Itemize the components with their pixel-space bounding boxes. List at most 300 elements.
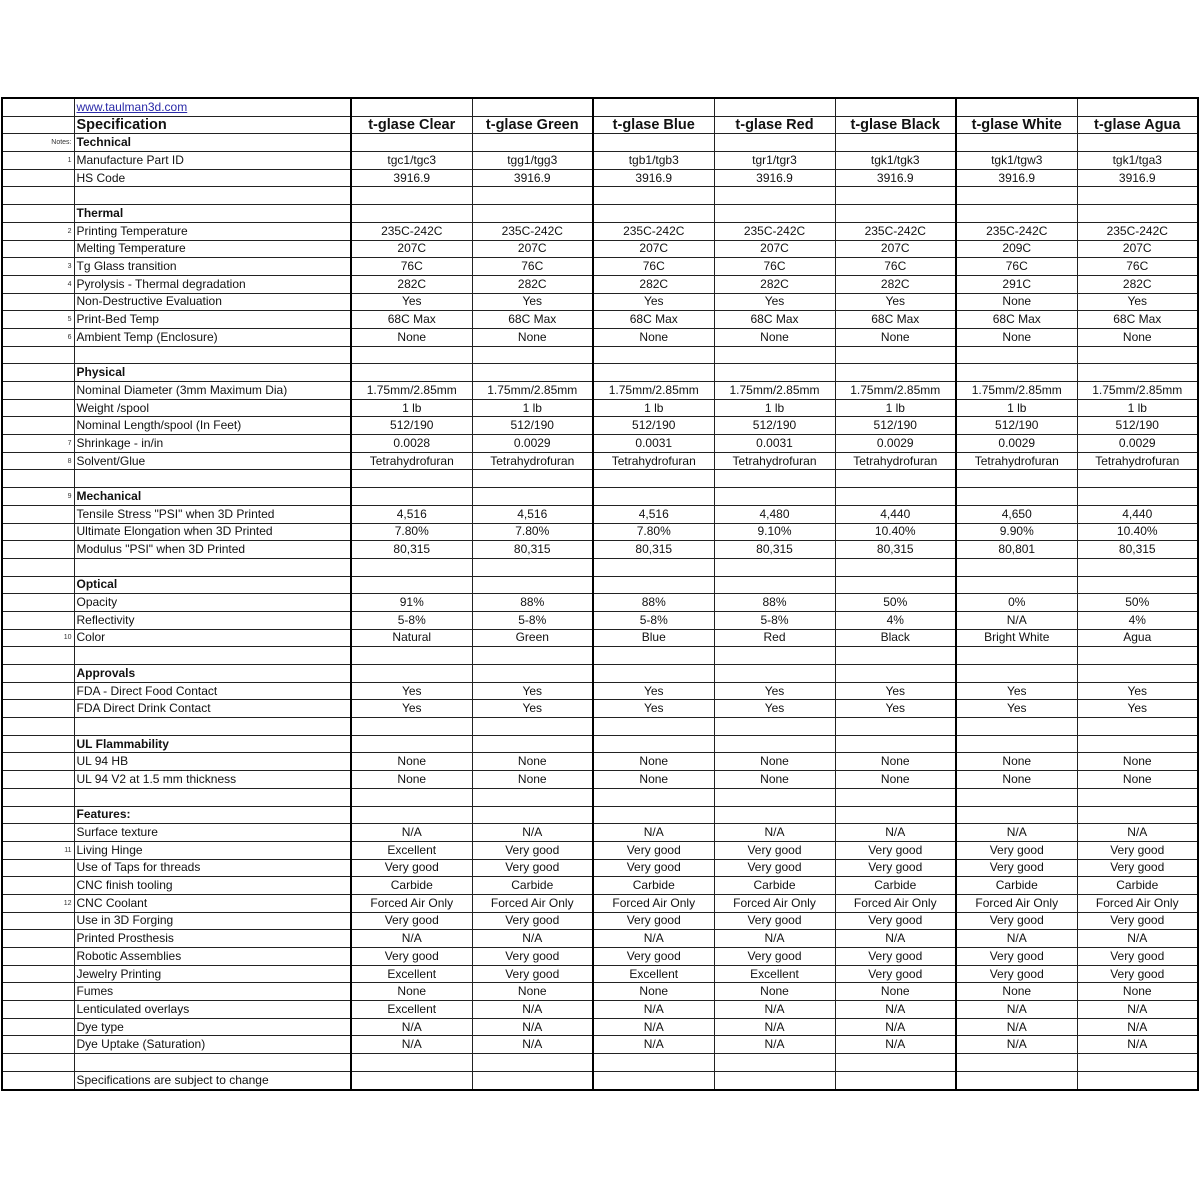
- table-row: [2, 505, 1198, 523]
- note-cell: [2, 700, 74, 718]
- section-row: [2, 488, 1198, 506]
- value-cell: [593, 735, 714, 753]
- note-cell: [2, 1071, 74, 1089]
- value-cell: [593, 187, 714, 205]
- blank-row: [2, 470, 1198, 488]
- value-cell: [1077, 187, 1198, 205]
- value-cell: [714, 134, 835, 152]
- value-cell: 80,315: [351, 541, 472, 559]
- value-cell: 209C: [956, 240, 1077, 258]
- value-cell: 282C: [1077, 275, 1198, 293]
- value-cell: Forced Air Only: [1077, 894, 1198, 912]
- value-cell: [1077, 735, 1198, 753]
- table-row: [2, 1001, 1198, 1019]
- spec-label: Surface texture: [74, 824, 351, 842]
- value-cell: None: [1077, 753, 1198, 771]
- section-title: UL Flammability: [74, 735, 351, 753]
- value-cell: 76C: [714, 258, 835, 276]
- value-cell: [1077, 806, 1198, 824]
- value-cell: Excellent: [351, 1001, 472, 1019]
- spec-label: CNC finish tooling: [74, 877, 351, 895]
- value-cell: Yes: [593, 682, 714, 700]
- value-cell: Tetrahydrofuran: [351, 452, 472, 470]
- value-cell: [1077, 488, 1198, 506]
- value-cell: 5-8%: [351, 611, 472, 629]
- value-cell: [1077, 647, 1198, 665]
- value-cell: N/A: [472, 824, 593, 842]
- value-cell: 80,315: [472, 541, 593, 559]
- table-row: [2, 965, 1198, 983]
- value-cell: 291C: [956, 275, 1077, 293]
- value-cell: 1 lb: [714, 399, 835, 417]
- table-row: [2, 629, 1198, 647]
- section-title: Features:: [74, 806, 351, 824]
- value-cell: 512/190: [593, 417, 714, 435]
- value-cell: Very good: [956, 912, 1077, 930]
- note-cell: [2, 1018, 74, 1036]
- spec-label: Jewelry Printing: [74, 965, 351, 983]
- value-cell: [956, 470, 1077, 488]
- value-cell: None: [956, 293, 1077, 311]
- value-cell: [714, 788, 835, 806]
- note-cell: 2: [2, 222, 74, 240]
- value-cell: Yes: [472, 700, 593, 718]
- value-cell: 235C-242C: [956, 222, 1077, 240]
- table-row: [2, 771, 1198, 789]
- spec-label: Melting Temperature: [74, 240, 351, 258]
- value-cell: [956, 205, 1077, 223]
- spec-label: UL 94 HB: [74, 753, 351, 771]
- value-cell: 1 lb: [835, 399, 956, 417]
- spec-label: HS Code: [74, 169, 351, 187]
- value-cell: Very good: [1077, 965, 1198, 983]
- table-row: [2, 682, 1198, 700]
- value-cell: [714, 806, 835, 824]
- note-cell: 10: [2, 629, 74, 647]
- product-header: t-glase Clear: [351, 116, 472, 134]
- product-header: t-glase Green: [472, 116, 593, 134]
- note-cell: [2, 505, 74, 523]
- value-cell: 3916.9: [956, 169, 1077, 187]
- value-cell: Very good: [956, 965, 1077, 983]
- value-cell: [472, 187, 593, 205]
- product-header: t-glase Black: [835, 116, 956, 134]
- value-cell: Very good: [835, 859, 956, 877]
- note-cell: 8: [2, 452, 74, 470]
- note-cell: 6: [2, 328, 74, 346]
- value-cell: Very good: [956, 841, 1077, 859]
- note-cell: [2, 417, 74, 435]
- value-cell: 4,440: [1077, 505, 1198, 523]
- value-cell: 9.10%: [714, 523, 835, 541]
- spec-label: Tg Glass transition: [74, 258, 351, 276]
- value-cell: 10.40%: [835, 523, 956, 541]
- note-cell: [2, 576, 74, 594]
- blank-row: [2, 558, 1198, 576]
- value-cell: Very good: [593, 948, 714, 966]
- blank-row: [2, 647, 1198, 665]
- value-cell: 88%: [714, 594, 835, 612]
- value-cell: Excellent: [351, 841, 472, 859]
- value-cell: [956, 647, 1077, 665]
- value-cell: [714, 470, 835, 488]
- value-cell: 207C: [472, 240, 593, 258]
- value-cell: Tetrahydrofuran: [956, 452, 1077, 470]
- value-cell: 282C: [593, 275, 714, 293]
- value-cell: [593, 488, 714, 506]
- value-cell: N/A: [593, 824, 714, 842]
- spec-label: Ultimate Elongation when 3D Printed: [74, 523, 351, 541]
- value-cell: None: [835, 753, 956, 771]
- note-cell: [2, 788, 74, 806]
- spec-label: Printing Temperature: [74, 222, 351, 240]
- spec-label: [74, 470, 351, 488]
- value-cell: N/A: [956, 1018, 1077, 1036]
- spec-label: Use in 3D Forging: [74, 912, 351, 930]
- table-row: [2, 382, 1198, 400]
- table-row: [2, 877, 1198, 895]
- website-link[interactable]: www.taulman3d.com: [74, 98, 351, 116]
- spec-label: Dye Uptake (Saturation): [74, 1036, 351, 1054]
- value-cell: [835, 205, 956, 223]
- note-cell: [2, 470, 74, 488]
- value-cell: [835, 187, 956, 205]
- spec-label: Reflectivity: [74, 611, 351, 629]
- value-cell: [472, 788, 593, 806]
- value-cell: Excellent: [351, 965, 472, 983]
- value-cell: Yes: [351, 682, 472, 700]
- value-cell: Very good: [472, 841, 593, 859]
- value-cell: None: [593, 328, 714, 346]
- value-cell: [956, 718, 1077, 736]
- note-cell: [2, 1001, 74, 1019]
- note-cell: [2, 665, 74, 683]
- value-cell: [593, 806, 714, 824]
- value-cell: N/A: [472, 1018, 593, 1036]
- value-cell: [351, 806, 472, 824]
- value-cell: None: [593, 983, 714, 1001]
- value-cell: Very good: [472, 965, 593, 983]
- note-cell: [2, 293, 74, 311]
- header-row: [2, 116, 1198, 134]
- value-cell: [1077, 718, 1198, 736]
- value-cell: [351, 1054, 472, 1072]
- table-row: [2, 611, 1198, 629]
- value-cell: 4,516: [472, 505, 593, 523]
- section-row: [2, 205, 1198, 223]
- table-row: [2, 328, 1198, 346]
- value-cell: Red: [714, 629, 835, 647]
- value-cell: [1077, 558, 1198, 576]
- value-cell: 68C Max: [956, 311, 1077, 329]
- value-cell: 282C: [714, 275, 835, 293]
- value-cell: Very good: [351, 912, 472, 930]
- value-cell: 1.75mm/2.85mm: [351, 382, 472, 400]
- value-cell: None: [714, 983, 835, 1001]
- note-cell: [2, 877, 74, 895]
- spec-label: [74, 788, 351, 806]
- value-cell: 207C: [835, 240, 956, 258]
- value-cell: [593, 788, 714, 806]
- value-cell: 282C: [472, 275, 593, 293]
- value-cell: Agua: [1077, 629, 1198, 647]
- value-cell: [956, 1071, 1077, 1089]
- spec-label: FDA Direct Drink Contact: [74, 700, 351, 718]
- note-cell: [2, 806, 74, 824]
- note-cell: [2, 382, 74, 400]
- value-cell: Very good: [1077, 912, 1198, 930]
- value-cell: N/A: [956, 611, 1077, 629]
- value-cell: Natural: [351, 629, 472, 647]
- value-cell: 1.75mm/2.85mm: [956, 382, 1077, 400]
- value-cell: tgk1/tgk3: [835, 152, 956, 170]
- value-cell: [714, 1071, 835, 1089]
- value-cell: 235C-242C: [472, 222, 593, 240]
- value-cell: [593, 470, 714, 488]
- value-cell: 76C: [472, 258, 593, 276]
- spec-label: [74, 187, 351, 205]
- value-cell: 1.75mm/2.85mm: [1077, 382, 1198, 400]
- value-cell: [714, 364, 835, 382]
- value-cell: Bright White: [956, 629, 1077, 647]
- spec-label: Manufacture Part ID: [74, 152, 351, 170]
- spec-label: Use of Taps for threads: [74, 859, 351, 877]
- table-row: [2, 152, 1198, 170]
- value-cell: Tetrahydrofuran: [714, 452, 835, 470]
- value-cell: Yes: [472, 293, 593, 311]
- blank-row: [2, 788, 1198, 806]
- value-cell: 512/190: [1077, 417, 1198, 435]
- value-cell: [472, 488, 593, 506]
- value-cell: 4,516: [351, 505, 472, 523]
- value-cell: Very good: [593, 859, 714, 877]
- value-cell: N/A: [714, 1036, 835, 1054]
- value-cell: [351, 788, 472, 806]
- value-cell: [593, 364, 714, 382]
- section-row: [2, 665, 1198, 683]
- note-cell: [2, 647, 74, 665]
- spec-label: Opacity: [74, 594, 351, 612]
- section-row: [2, 735, 1198, 753]
- value-cell: N/A: [714, 1018, 835, 1036]
- value-cell: Very good: [714, 948, 835, 966]
- value-cell: None: [351, 328, 472, 346]
- value-cell: [351, 205, 472, 223]
- value-cell: [593, 718, 714, 736]
- value-cell: N/A: [1077, 930, 1198, 948]
- value-cell: Very good: [835, 912, 956, 930]
- table-row: [2, 169, 1198, 187]
- table-row: [2, 1018, 1198, 1036]
- value-cell: 80,315: [593, 541, 714, 559]
- section-title: Physical: [74, 364, 351, 382]
- value-cell: 1.75mm/2.85mm: [472, 382, 593, 400]
- value-cell: 512/190: [472, 417, 593, 435]
- value-cell: None: [472, 771, 593, 789]
- value-cell: Tetrahydrofuran: [1077, 452, 1198, 470]
- value-cell: Tetrahydrofuran: [593, 452, 714, 470]
- value-cell: [956, 806, 1077, 824]
- table-row: [2, 841, 1198, 859]
- value-cell: N/A: [593, 1001, 714, 1019]
- notes-cell: [2, 98, 74, 116]
- value-cell: [472, 718, 593, 736]
- value-cell: [714, 187, 835, 205]
- value-cell: 68C Max: [351, 311, 472, 329]
- note-cell: [2, 735, 74, 753]
- value-cell: [714, 488, 835, 506]
- value-cell: N/A: [1077, 1001, 1198, 1019]
- value-cell: [714, 647, 835, 665]
- value-cell: None: [956, 983, 1077, 1001]
- value-cell: 4%: [835, 611, 956, 629]
- table-row: [2, 399, 1198, 417]
- value-cell: [835, 735, 956, 753]
- spec-label: Color: [74, 629, 351, 647]
- value-cell: [593, 576, 714, 594]
- note-cell: [2, 346, 74, 364]
- value-cell: N/A: [472, 1001, 593, 1019]
- value-cell: [714, 1054, 835, 1072]
- value-cell: N/A: [593, 1018, 714, 1036]
- value-cell: [1077, 1054, 1198, 1072]
- value-cell: [835, 488, 956, 506]
- spec-label: Living Hinge: [74, 841, 351, 859]
- value-cell: N/A: [351, 824, 472, 842]
- value-cell: Very good: [835, 948, 956, 966]
- value-cell: 207C: [1077, 240, 1198, 258]
- value-cell: [956, 1054, 1077, 1072]
- note-cell: 11: [2, 841, 74, 859]
- section-title: Thermal: [74, 205, 351, 223]
- value-cell: [472, 558, 593, 576]
- table-row: [2, 983, 1198, 1001]
- value-cell: None: [956, 328, 1077, 346]
- value-cell: 68C Max: [593, 311, 714, 329]
- value-cell: None: [956, 753, 1077, 771]
- value-cell: N/A: [1077, 824, 1198, 842]
- note-cell: [2, 718, 74, 736]
- value-cell: Yes: [351, 700, 472, 718]
- value-cell: N/A: [472, 1036, 593, 1054]
- value-cell: 4,480: [714, 505, 835, 523]
- spec-label: UL 94 V2 at 1.5 mm thickness: [74, 771, 351, 789]
- value-cell: N/A: [835, 1018, 956, 1036]
- value-cell: [835, 346, 956, 364]
- value-cell: 0.0031: [714, 435, 835, 453]
- value-cell: Tetrahydrofuran: [835, 452, 956, 470]
- value-cell: N/A: [714, 930, 835, 948]
- spec-label: Nominal Length/spool (In Feet): [74, 417, 351, 435]
- specification-heading: Specification: [74, 116, 351, 134]
- value-cell: [593, 134, 714, 152]
- value-cell: [351, 346, 472, 364]
- note-cell: [2, 1036, 74, 1054]
- value-cell: [835, 718, 956, 736]
- value-cell: [472, 364, 593, 382]
- value-cell: [351, 558, 472, 576]
- spec-table-body: [2, 98, 1198, 1090]
- value-cell: [1077, 576, 1198, 594]
- value-cell: None: [714, 328, 835, 346]
- value-cell: 5-8%: [472, 611, 593, 629]
- spec-label: Non-Destructive Evaluation: [74, 293, 351, 311]
- value-cell: [472, 576, 593, 594]
- value-cell: None: [472, 753, 593, 771]
- value-cell: 50%: [835, 594, 956, 612]
- value-cell: Yes: [1077, 682, 1198, 700]
- value-cell: None: [351, 753, 472, 771]
- value-cell: 7.80%: [593, 523, 714, 541]
- spec-label: FDA - Direct Food Contact: [74, 682, 351, 700]
- note-cell: 9: [2, 488, 74, 506]
- value-cell: Carbide: [351, 877, 472, 895]
- spec-label: [74, 558, 351, 576]
- table-row: [2, 594, 1198, 612]
- value-cell: 4,440: [835, 505, 956, 523]
- table-row: [2, 700, 1198, 718]
- section-title: Technical: [74, 134, 351, 152]
- value-cell: Yes: [593, 700, 714, 718]
- spec-label: Print-Bed Temp: [74, 311, 351, 329]
- value-cell: None: [1077, 771, 1198, 789]
- note-cell: [2, 948, 74, 966]
- value-cell: 10.40%: [1077, 523, 1198, 541]
- value-cell: 9.90%: [956, 523, 1077, 541]
- spec-label: Shrinkage - in/in: [74, 435, 351, 453]
- note-cell: [2, 824, 74, 842]
- value-cell: [351, 718, 472, 736]
- value-cell: [351, 364, 472, 382]
- note-cell: [2, 169, 74, 187]
- value-cell: 512/190: [956, 417, 1077, 435]
- value-cell: 80,315: [714, 541, 835, 559]
- table-row: [2, 541, 1198, 559]
- value-cell: 1 lb: [1077, 399, 1198, 417]
- value-cell: 512/190: [835, 417, 956, 435]
- value-cell: Very good: [714, 912, 835, 930]
- value-cell: N/A: [835, 1001, 956, 1019]
- value-cell: Black: [835, 629, 956, 647]
- value-cell: [1077, 364, 1198, 382]
- value-cell: 282C: [351, 275, 472, 293]
- value-cell: 7.80%: [472, 523, 593, 541]
- value-cell: 3916.9: [835, 169, 956, 187]
- spec-label: Robotic Assemblies: [74, 948, 351, 966]
- value-cell: [1077, 665, 1198, 683]
- value-cell: N/A: [956, 930, 1077, 948]
- value-cell: Green: [472, 629, 593, 647]
- value-cell: None: [472, 983, 593, 1001]
- blank-row: [2, 1054, 1198, 1072]
- value-cell: [593, 205, 714, 223]
- value-cell: 88%: [472, 594, 593, 612]
- section-title: Mechanical: [74, 488, 351, 506]
- value-cell: [351, 665, 472, 683]
- note-cell: [2, 364, 74, 382]
- value-cell: [472, 665, 593, 683]
- value-cell: [472, 470, 593, 488]
- value-cell: [714, 576, 835, 594]
- table-row: [2, 258, 1198, 276]
- value-cell: Very good: [472, 948, 593, 966]
- value-cell: Very good: [472, 912, 593, 930]
- value-cell: [472, 134, 593, 152]
- value-cell: [351, 1071, 472, 1089]
- value-cell: 76C: [351, 258, 472, 276]
- value-cell: 0.0028: [351, 435, 472, 453]
- value-cell: 68C Max: [1077, 311, 1198, 329]
